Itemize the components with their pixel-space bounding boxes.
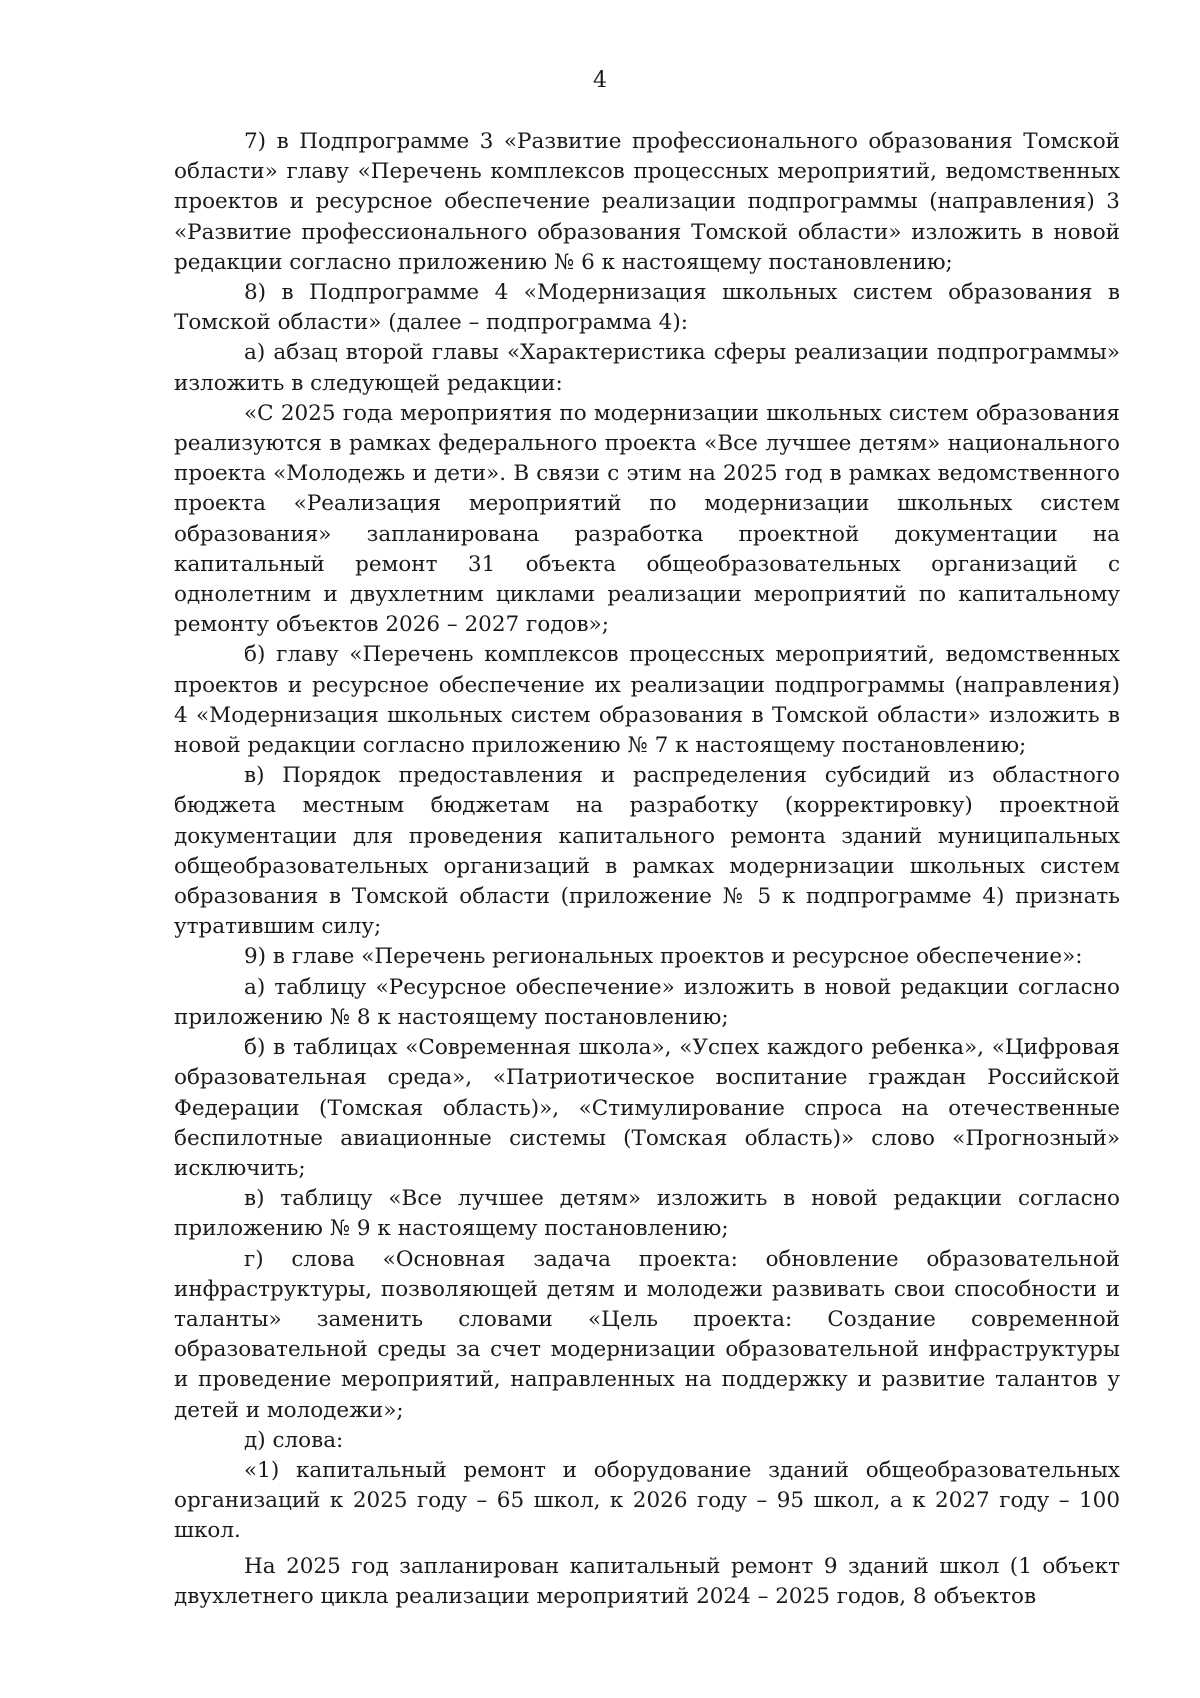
- paragraph: в) таблицу «Все лучшее детям» изложить в новой редакции согласно приложению № 9 к настоящему постановлению;: [174, 1186, 1120, 1242]
- paragraph: На 2025 год запланирован капитальный ремонт 9 зданий школ (1 объект двухлетнего цикла реализации мероприятий 2024 – 2025 годов, 8 объектов: [174, 1553, 1120, 1609]
- paragraph: 9) в главе «Перечень региональных проектов и ресурсное обеспечение»:: [244, 944, 1083, 970]
- paragraph: 8) в Подпрограмме 4 «Модернизация школьных систем образования в Томской области» (далее – подпрограмма 4):: [174, 280, 1120, 336]
- paragraph: а) абзац второй главы «Характеристика сферы реализации подпрограммы» изложить в следующей редакции:: [174, 340, 1120, 396]
- paragraph: а) таблицу «Ресурсное обеспечение» изложить в новой редакции согласно приложению № 8 к настоящему постановлению;: [174, 974, 1120, 1030]
- paragraph: 7) в Подпрограмме 3 «Развитие профессионального образования Томской области» главу «Перечень комплексов процессных мероприятий, ведомственных проектов и ресурсное обеспечение реализации подпрограммы (направления) 3 «Развитие профессионального образования Томской области» изложить в новой редакции согласно приложению № 6 к настоящему постановлению;: [174, 129, 1120, 275]
- paragraph: б) главу «Перечень комплексов процессных мероприятий, ведомственных проектов и ресурсное обеспечение их реализации подпрограммы (направления) 4 «Модернизация школьных систем образования в Томской области» изложить в новой редакции согласно приложению № 7 к настоящему постановлению;: [174, 642, 1120, 759]
- paragraph: д) слова:: [244, 1427, 344, 1453]
- paragraph: в) Порядок предоставления и распределения субсидий из областного бюджета местным бюджетам на разработку (корректировку) проектной документации для проведения капитального ремонта зданий муниципальных общеобразовательных организаций в рамках модернизации школьных систем образования в Томской области (приложение № 5 к подпрограмме 4) признать утратившим силу;: [174, 763, 1120, 940]
- page-number: 4: [593, 68, 607, 93]
- paragraph: г) слова «Основная задача проекта: обновление образовательной инфраструктуры, позволяющей детям и молодежи развивать свои способности и таланты» заменить словами «Цель проекта: Создание современной образовательной среды за счет модернизации образовательной инфраструктуры и проведение мероприятий, направленных на поддержку и развитие талантов у детей и молодежи»;: [174, 1246, 1120, 1423]
- paragraph: б) в таблицах «Современная школа», «Успех каждого ребенка», «Цифровая образовательная среда», «Патриотическое воспитание граждан Российской Федерации (Томская область)», «Стимулирование спроса на отечественные беспилотные авиационные системы (Томская область)» слово «Прогнозный» исключить;: [174, 1035, 1120, 1181]
- paragraph: «С 2025 года мероприятия по модернизации школьных систем образования реализуются в рамках федерального проекта «Все лучшее детям» национального проекта «Молодежь и дети». В связи с этим на 2025 год в рамках ведомственного проекта «Реализация мероприятий по модернизации школьных систем образования» запланирована разработка проектной документации на капитальный ремонт 31 объекта общеобразовательных организаций с однолетним и двухлетним циклами реализации мероприятий по капитальному ремонту объектов 2026 – 2027 годов»;: [174, 400, 1120, 638]
- paragraph: «1) капитальный ремонт и оборудование зданий общеобразовательных организаций к 2025 году – 65 школ, к 2026 году – 95 школ, а к 2027 году – 100 школ.: [174, 1457, 1120, 1544]
- document-body: [174, 127, 1120, 1612]
